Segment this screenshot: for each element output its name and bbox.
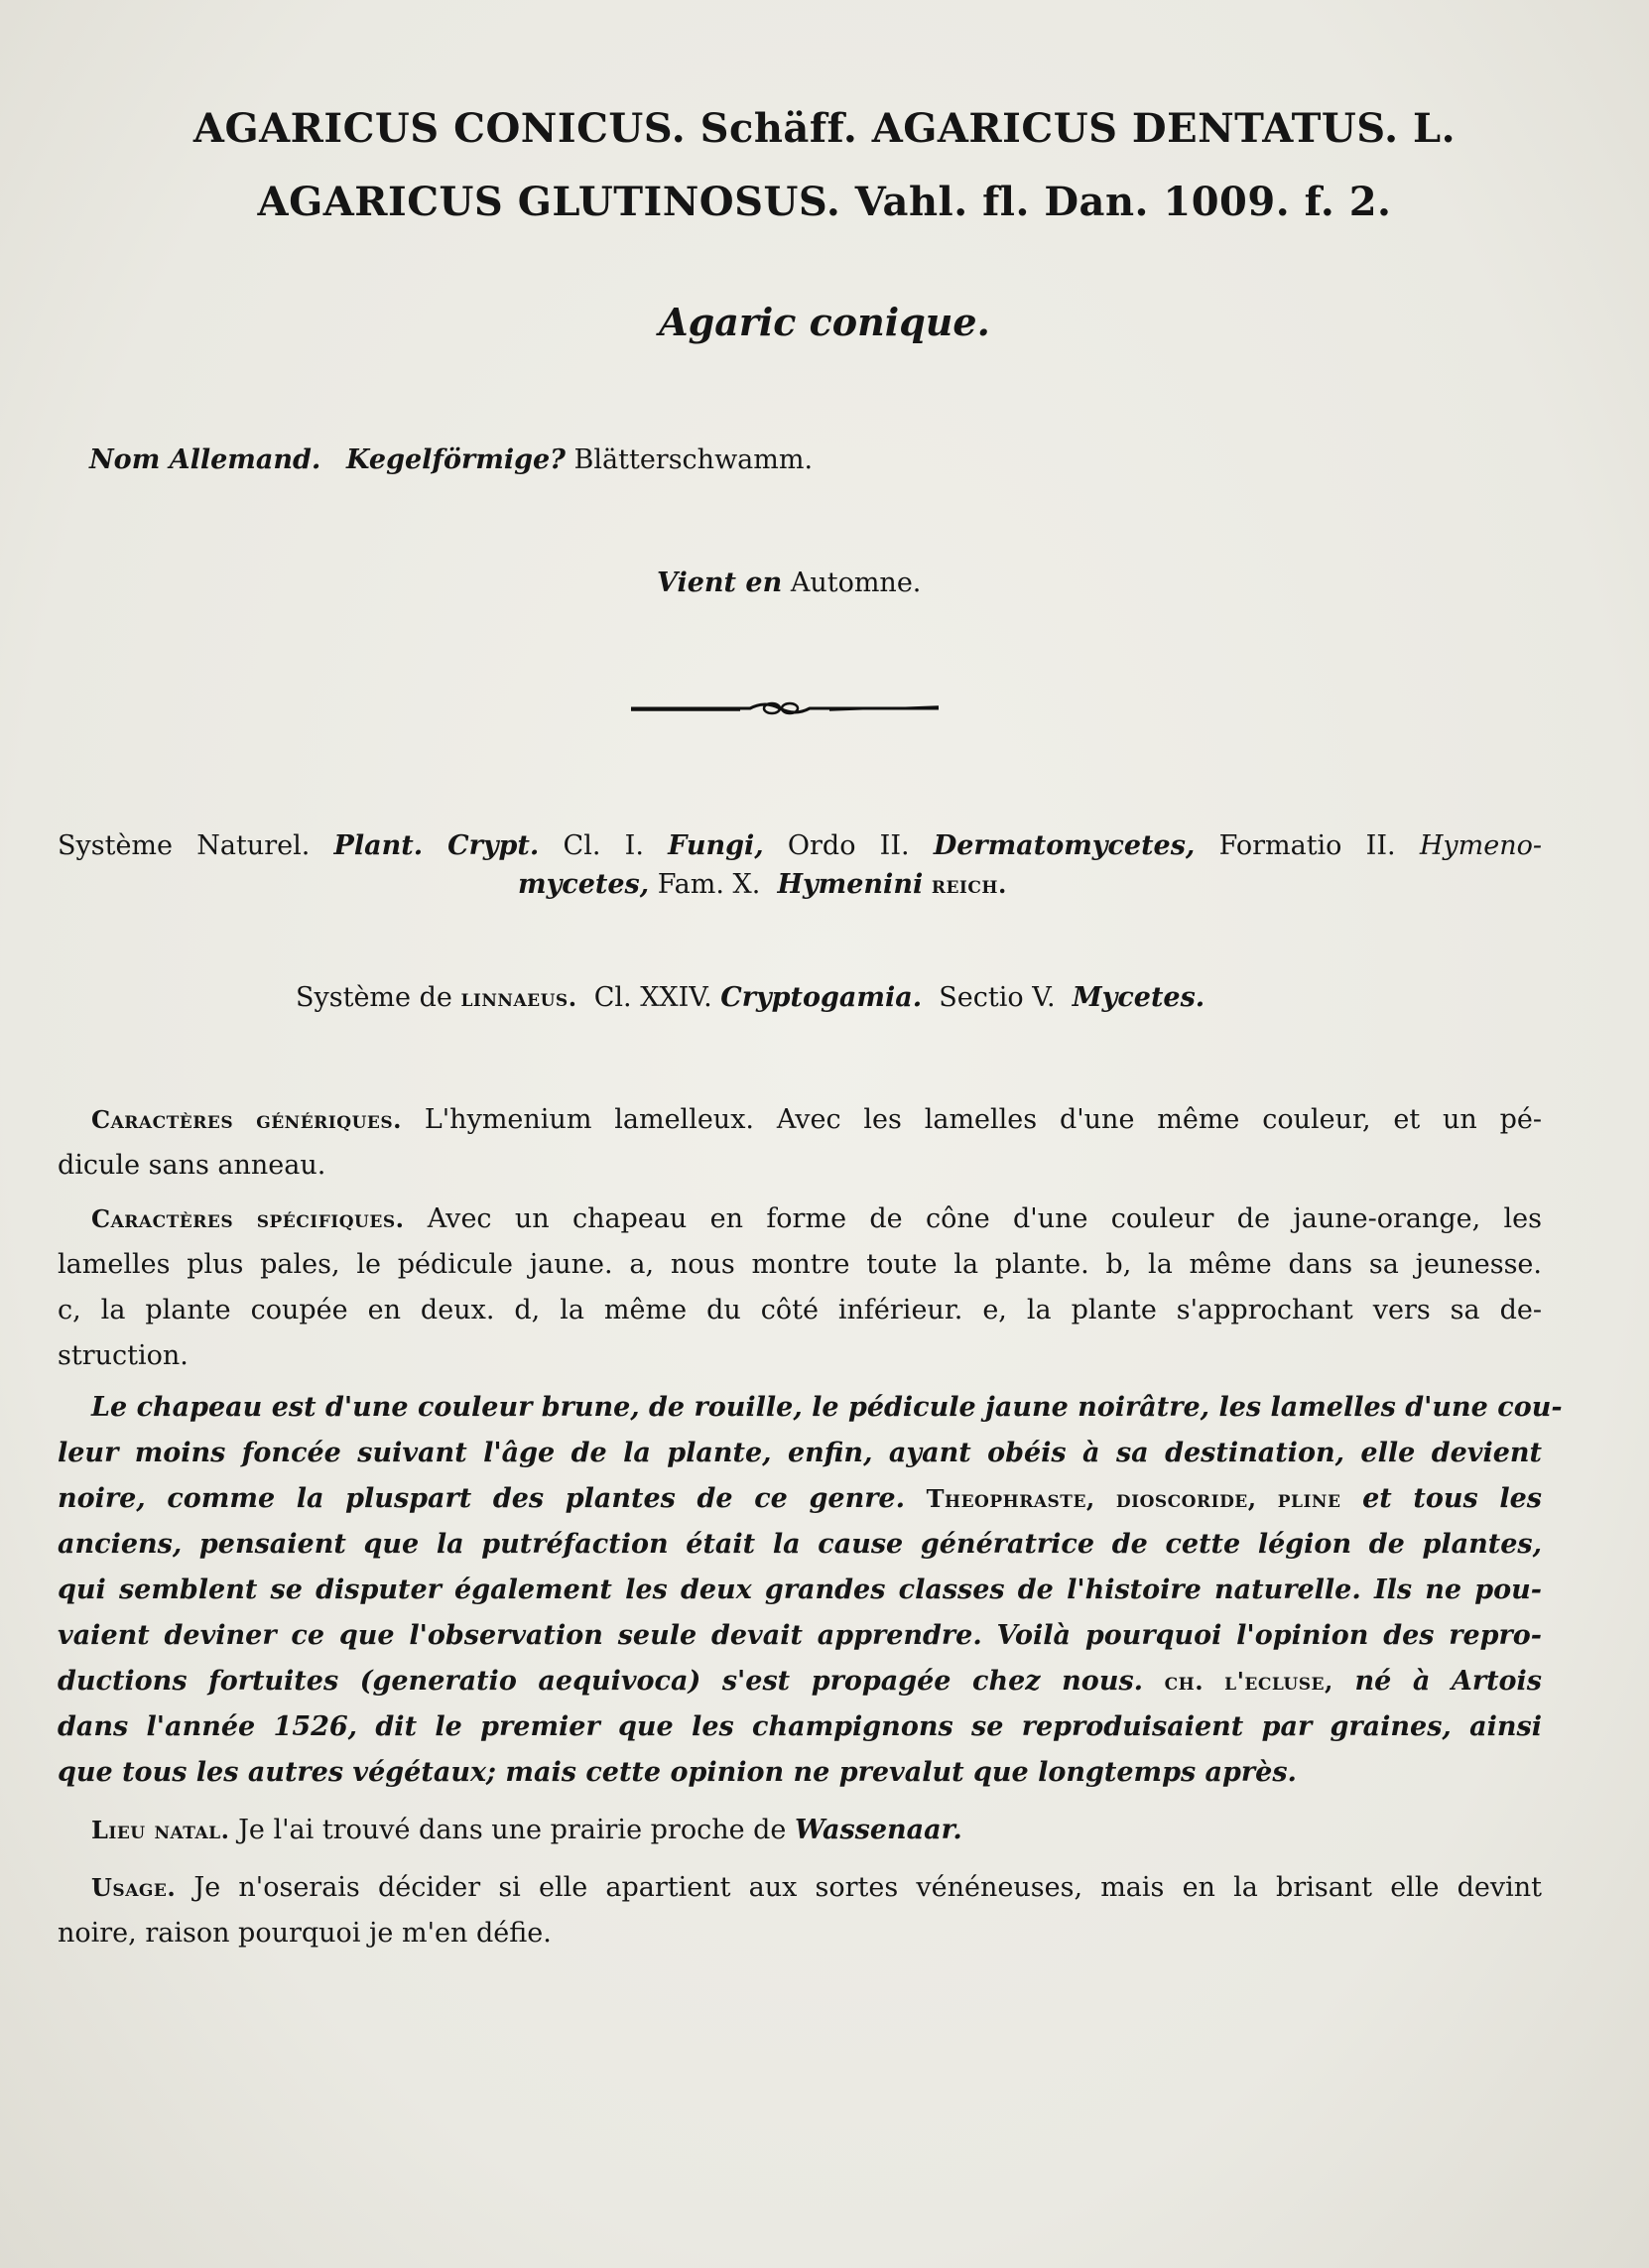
german-name-italic: Kegelförmige? (346, 444, 566, 475)
season-label: Vient en (657, 567, 783, 598)
season-value: Automne. (790, 567, 922, 598)
cs-label: Caractères spécifiques. (91, 1204, 405, 1233)
title-line-2: AGARICUS GLUTINOSUS. Vahl. fl. Dan. 1009. f. 2. (257, 179, 1392, 225)
cg-label: Caractères génériques. (91, 1105, 402, 1134)
german-name-value: Blätterschwamm. (573, 444, 814, 475)
systeme-naturel-row2: mycetes, Fam. X. Hymenini reich. (518, 869, 1007, 900)
caracteres-generiques: Caractères génériques. L'hymenium lamelleux. Avec les lamelles d'une même couleur, et un pé- dicule sans anneau. (58, 1104, 1542, 1181)
lieu-natal-label: Lieu natal. (91, 1816, 230, 1844)
usage: Usage. Je n'oserais décider si elle apartient aux sortes vénéneuses, mais en la brisant elle devint noire, raison pourquoi je m'en défie. (58, 1872, 1542, 1949)
german-name-label: Nom Allemand. (89, 444, 321, 475)
lieu-natal: Lieu natal. Je l'ai trouvé dans une prairie proche de Wassenaar. (91, 1815, 962, 1845)
caracteres-specifiques: Caractères spécifiques. Avec un chapeau en forme de cône d'une couleur de jaune-orange, les lamelles plus pales, le pédicule jaune. a, nous montre toute la plante. b, la même dans sa jeunesse. c, la plante coupée en deux. d, la même du côté inférieur. e, la plante s'approchant vers sa de- struction. (58, 1203, 1542, 1371)
description: Le chapeau est d'une couleur brune, de rouille, le pédicule jaune noirâtre, les lamelles d'une cou- leur moins foncée suivant l'âge de la plante, enfin, ayant obéis à sa destination, elle devient noire, comme la pluspart des plantes de ce genre. Theophraste, dioscoride, pline et tous les anciens, pensaient que la putréfaction était la cause génératrice de cette légion de plantes, qui semblent se disputer également les deux grandes classes de l'histoire naturelle. Ils ne pou- vaient deviner ce que l'observation seule devait apprendre. Voilà pourquoi l'opinion des repro- ductions fortuites (generatio aequivoca) s'est propagée chez nous. ch. l'ecluse, né à Artois dans l'année 1526, dit le premier que les champignons se reproduisaient par graines, ainsi que tous les autres végétaux; mais cette opinion ne prevalut que longtemps après. (58, 1392, 1563, 1788)
german-name (89, 444, 813, 476)
usage-label: Usage. (91, 1873, 177, 1902)
systeme-naturel: Système Naturel. Plant. Crypt. Cl. I. Fungi, Ordo II. Dermatomycetes, Formatio II. Hymeno- (58, 830, 1542, 861)
sn-label: Système Naturel. (58, 830, 311, 861)
title-line-1: AGARICUS CONICUS. Schäff. AGARICUS DENTATUS. L. (192, 105, 1457, 152)
subtitle: Agaric conique. (659, 300, 990, 344)
divider-ornament-icon (631, 696, 939, 720)
systeme-linnaeus: Système de linnaeus. Cl. XXIV. Cryptogamia. Sectio V. Mycetes. (296, 982, 1205, 1013)
season (657, 567, 921, 599)
